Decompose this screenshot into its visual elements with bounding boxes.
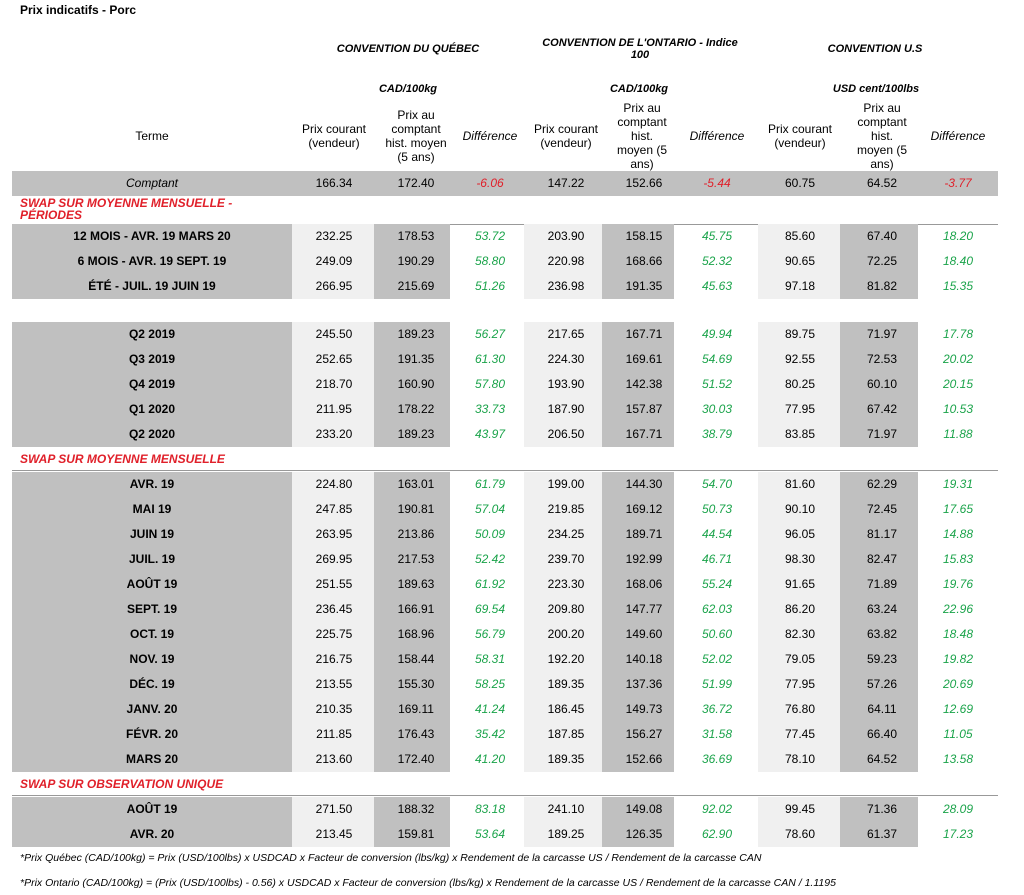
value-cell: 189.71 — [625, 527, 663, 541]
value-cell: 156.27 — [625, 727, 663, 741]
row-label: 12 MOIS - AVR. 19 MARS 20 — [73, 229, 231, 243]
diff-cell: 17.23 — [942, 827, 974, 841]
diff-cell: 31.58 — [701, 727, 733, 741]
diff-cell: 56.79 — [474, 627, 506, 641]
diff-cell: 11.05 — [943, 727, 973, 741]
table-row — [12, 347, 998, 372]
value-cell: 77.45 — [784, 727, 816, 741]
value-cell: 71.89 — [866, 577, 898, 591]
value-cell: 59.23 — [866, 652, 898, 666]
value-cell: 252.65 — [315, 352, 353, 366]
divider — [12, 470, 998, 471]
table-row — [12, 522, 998, 547]
value-cell: 172.40 — [397, 176, 435, 190]
value-cell: 176.43 — [397, 727, 435, 741]
value-cell: 71.36 — [866, 802, 898, 816]
value-cell: 213.86 — [397, 527, 435, 541]
diff-cell: 62.03 — [701, 602, 733, 616]
value-cell: 140.18 — [625, 652, 663, 666]
row-label: AOÛT 19 — [126, 802, 178, 816]
table-row — [12, 572, 998, 597]
diff-cell: 17.65 — [942, 502, 974, 516]
value-cell: 80.25 — [784, 377, 816, 391]
diff-cell: 61.79 — [474, 477, 506, 491]
group-ontario-title: CONVENTION DE L'ONTARIO - Indice 100 — [542, 37, 738, 61]
value-cell: 203.90 — [547, 229, 585, 243]
diff-cell: 20.15 — [942, 377, 974, 391]
value-cell: 213.45 — [315, 827, 353, 841]
table-row — [12, 322, 998, 347]
row-label: JANV. 20 — [126, 702, 178, 716]
diff-cell: 33.73 — [474, 402, 506, 416]
row-label: JUIL. 19 — [128, 552, 176, 566]
value-cell: 189.23 — [397, 327, 435, 341]
table-row — [12, 722, 998, 747]
diff-cell: 55.24 — [701, 577, 733, 591]
row-label: MARS 20 — [125, 752, 178, 766]
value-cell: 63.82 — [866, 627, 898, 641]
value-cell: 152.66 — [625, 176, 663, 190]
unit-quebec: CAD/100kg — [378, 83, 438, 95]
diff-cell: 49.94 — [701, 327, 733, 341]
value-cell: 187.90 — [547, 402, 585, 416]
page-title: Prix indicatifs - Porc — [20, 3, 137, 17]
value-cell: 249.09 — [315, 254, 353, 268]
row-label: SEPT. 19 — [126, 602, 178, 616]
diff-cell: 20.69 — [942, 677, 974, 691]
unit-ontario: CAD/100kg — [609, 83, 669, 95]
diff-cell: 56.27 — [474, 327, 506, 341]
col-hist-us: Prix au comptant hist. moyen (5 ans) — [856, 101, 908, 171]
value-cell: 211.95 — [316, 402, 352, 416]
value-cell: 99.45 — [784, 802, 816, 816]
table-row — [12, 822, 998, 847]
row-label: AVR. 20 — [129, 827, 175, 841]
value-cell: 90.10 — [784, 502, 816, 516]
diff-cell: 50.60 — [701, 627, 733, 641]
value-cell: 91.65 — [784, 577, 816, 591]
diff-cell: 44.54 — [701, 527, 733, 541]
table-row — [12, 622, 998, 647]
value-cell: 236.98 — [547, 279, 585, 293]
diff-cell: 46.71 — [701, 552, 733, 566]
value-cell: 169.61 — [625, 352, 663, 366]
unit-us: USD cent/100lbs — [832, 83, 920, 95]
value-cell: 159.81 — [397, 827, 435, 841]
diff-cell: 13.58 — [942, 752, 974, 766]
table-row — [12, 697, 998, 722]
value-cell: 97.18 — [784, 279, 816, 293]
value-cell: 67.42 — [866, 402, 898, 416]
value-cell: 225.75 — [315, 627, 353, 641]
value-cell: 220.98 — [547, 254, 585, 268]
diff-cell: -3.77 — [944, 176, 972, 190]
table-row — [12, 747, 998, 772]
value-cell: 89.75 — [784, 327, 816, 341]
diff-cell: 54.69 — [701, 352, 733, 366]
col-diff-us: Différence — [930, 129, 986, 143]
diff-cell: 18.20 — [942, 229, 974, 243]
value-cell: 72.53 — [866, 352, 898, 366]
value-cell: 239.70 — [547, 552, 585, 566]
diff-cell: 36.69 — [701, 752, 733, 766]
table-row — [12, 397, 998, 422]
value-cell: 211.85 — [316, 727, 352, 741]
value-cell: 213.60 — [315, 752, 353, 766]
table-row — [12, 372, 998, 397]
value-cell: 168.66 — [625, 254, 663, 268]
value-cell: 83.85 — [784, 427, 816, 441]
diff-cell: 19.82 — [942, 652, 974, 666]
value-cell: 155.30 — [397, 677, 435, 691]
value-cell: 247.85 — [315, 502, 353, 516]
value-cell: 126.35 — [625, 827, 663, 841]
value-cell: 82.47 — [866, 552, 898, 566]
value-cell: 266.95 — [315, 279, 353, 293]
value-cell: 163.01 — [397, 477, 435, 491]
diff-cell: 61.30 — [474, 352, 506, 366]
value-cell: 137.36 — [625, 677, 663, 691]
row-label: JUIN 19 — [129, 527, 175, 541]
value-cell: 64.52 — [866, 176, 898, 190]
diff-cell: 53.64 — [474, 827, 506, 841]
value-cell: 142.38 — [625, 377, 663, 391]
table-row — [12, 422, 998, 447]
row-label: Comptant — [125, 176, 179, 190]
table-row — [12, 497, 998, 522]
diff-cell: 10.53 — [942, 402, 974, 416]
value-cell: 192.99 — [625, 552, 663, 566]
value-cell: 149.08 — [625, 802, 663, 816]
diff-cell: 58.80 — [474, 254, 506, 268]
value-cell: 71.97 — [866, 327, 898, 341]
value-cell: 200.20 — [547, 627, 585, 641]
group-quebec-title: CONVENTION DU QUÉBEC — [336, 43, 480, 55]
value-cell: 186.45 — [547, 702, 585, 716]
value-cell: 263.95 — [315, 527, 353, 541]
diff-cell: 50.09 — [474, 527, 506, 541]
value-cell: 216.75 — [315, 652, 353, 666]
diff-cell: 58.31 — [474, 652, 506, 666]
value-cell: 223.30 — [547, 577, 585, 591]
value-cell: 271.50 — [315, 802, 353, 816]
value-cell: 72.45 — [866, 502, 898, 516]
diff-cell: 41.20 — [474, 752, 506, 766]
footnote-quebec: *Prix Québec (CAD/100kg) = Prix (USD/100lbs) x USDCAD x Facteur de conversion (lbs/kg) x Rendement de la carcasse US / Rendement de la carcasse CAN — [20, 852, 762, 864]
value-cell: 210.35 — [315, 702, 353, 716]
row-label: Q4 2019 — [128, 377, 176, 391]
value-cell: 167.71 — [625, 427, 663, 441]
diff-cell: 52.32 — [701, 254, 733, 268]
value-cell: 85.60 — [784, 229, 816, 243]
value-cell: 232.25 — [315, 229, 353, 243]
value-cell: 147.77 — [625, 602, 663, 616]
diff-cell: 52.42 — [474, 552, 506, 566]
diff-cell: 15.83 — [942, 552, 974, 566]
group-us-title: CONVENTION U.S — [827, 43, 923, 55]
value-cell: 71.97 — [866, 427, 898, 441]
table-row — [12, 797, 998, 822]
value-cell: 149.73 — [625, 702, 663, 716]
table-row — [12, 647, 998, 672]
value-cell: 269.95 — [315, 552, 353, 566]
value-cell: 79.05 — [784, 652, 816, 666]
value-cell: 144.30 — [625, 477, 663, 491]
value-cell: 62.29 — [866, 477, 898, 491]
row-label: Q2 2019 — [128, 327, 176, 341]
table-row — [12, 672, 998, 697]
diff-cell: 30.03 — [701, 402, 733, 416]
value-cell: 76.80 — [784, 702, 816, 716]
diff-cell: 51.26 — [474, 279, 506, 293]
value-cell: 234.25 — [547, 527, 585, 541]
value-cell: 218.70 — [315, 377, 353, 391]
value-cell: 64.11 — [867, 702, 897, 716]
table-row — [12, 249, 998, 274]
value-cell: 206.50 — [547, 427, 585, 441]
table-row — [12, 274, 998, 299]
diff-cell: 53.72 — [474, 229, 506, 243]
diff-cell: 58.25 — [474, 677, 506, 691]
value-cell: 78.10 — [784, 752, 816, 766]
value-cell: 96.05 — [784, 527, 816, 541]
diff-cell: 57.80 — [474, 377, 506, 391]
value-cell: 190.81 — [397, 502, 435, 516]
diff-cell: 14.88 — [942, 527, 974, 541]
diff-cell: 11.88 — [943, 427, 973, 441]
value-cell: 188.32 — [397, 802, 435, 816]
col-diff-on: Différence — [689, 129, 745, 143]
value-cell: 191.35 — [397, 352, 435, 366]
value-cell: 82.30 — [784, 627, 816, 641]
value-cell: 189.35 — [547, 752, 585, 766]
value-cell: 215.69 — [397, 279, 435, 293]
row-label: ÉTÉ - JUIL. 19 JUIN 19 — [88, 279, 216, 293]
value-cell: 168.06 — [625, 577, 663, 591]
value-cell: 166.91 — [397, 602, 435, 616]
diff-cell: 51.52 — [701, 377, 733, 391]
value-cell: 169.12 — [625, 502, 663, 516]
col-terme: Terme — [135, 129, 169, 143]
value-cell: 167.71 — [625, 327, 663, 341]
value-cell: 81.17 — [866, 527, 898, 541]
diff-cell: 45.75 — [701, 229, 733, 243]
diff-cell: 45.63 — [701, 279, 733, 293]
value-cell: 166.34 — [315, 176, 353, 190]
value-cell: 191.35 — [625, 279, 663, 293]
diff-cell: 38.79 — [701, 427, 733, 441]
value-cell: 199.00 — [547, 477, 585, 491]
value-cell: 251.55 — [315, 577, 353, 591]
value-cell: 168.96 — [397, 627, 435, 641]
value-cell: 209.80 — [547, 602, 585, 616]
divider — [12, 795, 998, 796]
row-label: DÉC. 19 — [129, 677, 175, 691]
diff-cell: 54.70 — [701, 477, 733, 491]
diff-cell: 28.09 — [942, 802, 974, 816]
value-cell: 64.52 — [866, 752, 898, 766]
row-label: NOV. 19 — [129, 652, 175, 666]
value-cell: 152.66 — [625, 752, 663, 766]
value-cell: 98.30 — [784, 552, 816, 566]
diff-cell: 19.76 — [942, 577, 974, 591]
table-row — [12, 224, 998, 249]
value-cell: 60.75 — [784, 176, 816, 190]
diff-cell: 17.78 — [942, 327, 974, 341]
value-cell: 189.23 — [397, 427, 435, 441]
value-cell: 193.90 — [547, 377, 585, 391]
value-cell: 190.29 — [397, 254, 435, 268]
diff-cell: 57.04 — [474, 502, 506, 516]
col-hist-on: Prix au comptant hist. moyen (5 ans) — [616, 101, 668, 171]
value-cell: 157.87 — [625, 402, 663, 416]
value-cell: 189.63 — [397, 577, 435, 591]
diff-cell: 35.42 — [474, 727, 506, 741]
value-cell: 224.80 — [315, 477, 353, 491]
diff-cell: 18.48 — [942, 627, 974, 641]
value-cell: 241.10 — [547, 802, 585, 816]
row-label: 6 MOIS - AVR. 19 SEPT. 19 — [77, 254, 227, 268]
value-cell: 160.90 — [397, 377, 435, 391]
value-cell: 90.65 — [784, 254, 816, 268]
value-cell: 172.40 — [397, 752, 435, 766]
value-cell: 178.53 — [397, 229, 435, 243]
value-cell: 67.40 — [866, 229, 898, 243]
value-cell: 233.20 — [315, 427, 353, 441]
diff-cell: 69.54 — [474, 602, 506, 616]
diff-cell: -6.06 — [476, 176, 504, 190]
value-cell: 77.95 — [784, 402, 816, 416]
table-row — [12, 472, 998, 497]
row-label: Q3 2019 — [128, 352, 176, 366]
col-hist-qc: Prix au comptant hist. moyen (5 ans) — [385, 108, 447, 164]
value-cell: 81.82 — [866, 279, 898, 293]
value-cell: 189.25 — [547, 827, 585, 841]
value-cell: 60.10 — [866, 377, 898, 391]
value-cell: 147.22 — [547, 176, 585, 190]
row-label: Q2 2020 — [128, 427, 176, 441]
row-label: OCT. 19 — [129, 627, 174, 641]
row-label: FÉVR. 20 — [125, 727, 179, 741]
diff-cell: 50.73 — [701, 502, 733, 516]
table-row — [12, 547, 998, 572]
diff-cell: 22.96 — [942, 602, 974, 616]
col-courant-on: Prix courant (vendeur) — [533, 122, 599, 150]
value-cell: 66.40 — [866, 727, 898, 741]
value-cell: 217.65 — [547, 327, 585, 341]
value-cell: 189.35 — [547, 677, 585, 691]
col-courant-us: Prix courant (vendeur) — [767, 122, 833, 150]
diff-cell: -5.44 — [703, 176, 731, 190]
value-cell: 236.45 — [315, 602, 353, 616]
section-unique-title: SWAP SUR OBSERVATION UNIQUE — [20, 777, 224, 791]
diff-cell: 83.18 — [474, 802, 506, 816]
value-cell: 217.53 — [397, 552, 435, 566]
value-cell: 219.85 — [547, 502, 585, 516]
diff-cell: 15.35 — [942, 279, 974, 293]
value-cell: 178.22 — [397, 402, 435, 416]
diff-cell: 51.99 — [701, 677, 733, 691]
diff-cell: 52.02 — [701, 652, 733, 666]
value-cell: 77.95 — [784, 677, 816, 691]
table-row — [12, 597, 998, 622]
value-cell: 61.37 — [866, 827, 898, 841]
diff-cell: 61.92 — [474, 577, 506, 591]
row-label: AOÛT 19 — [126, 577, 178, 591]
diff-cell: 19.31 — [942, 477, 974, 491]
row-label: Q1 2020 — [128, 402, 176, 416]
value-cell: 72.25 — [866, 254, 898, 268]
diff-cell: 12.69 — [942, 702, 974, 716]
value-cell: 213.55 — [315, 677, 353, 691]
diff-cell: 18.40 — [942, 254, 974, 268]
value-cell: 224.30 — [547, 352, 585, 366]
diff-cell: 92.02 — [701, 802, 733, 816]
comptant-row — [12, 171, 998, 196]
value-cell: 187.85 — [547, 727, 585, 741]
footnote-ontario: *Prix Ontario (CAD/100kg) = (Prix (USD/100lbs) - 0.56) x USDCAD x Facteur de conversion (lbs/kg) x Rendement de la carcasse US / Rendement de la carcasse CAN / 1.1195 — [20, 877, 836, 889]
value-cell: 92.55 — [784, 352, 816, 366]
diff-cell: 62.90 — [701, 827, 733, 841]
col-diff-qc: Différence — [462, 129, 518, 143]
diff-cell: 36.72 — [701, 702, 733, 716]
value-cell: 245.50 — [315, 327, 353, 341]
value-cell: 57.26 — [866, 677, 898, 691]
diff-cell: 43.97 — [474, 427, 506, 441]
row-label: AVR. 19 — [129, 477, 175, 491]
value-cell: 192.20 — [547, 652, 585, 666]
col-courant-qc: Prix courant (vendeur) — [301, 122, 367, 150]
value-cell: 149.60 — [625, 627, 663, 641]
value-cell: 158.44 — [397, 652, 435, 666]
value-cell: 81.60 — [784, 477, 816, 491]
diff-cell: 41.24 — [474, 702, 506, 716]
value-cell: 78.60 — [784, 827, 816, 841]
section-periodes-title: SWAP SUR MOYENNE MENSUELLE - PÉRIODES — [20, 196, 233, 222]
value-cell: 86.20 — [784, 602, 816, 616]
value-cell: 63.24 — [866, 602, 898, 616]
diff-cell: 20.02 — [942, 352, 974, 366]
row-label: MAI 19 — [132, 502, 172, 516]
value-cell: 158.15 — [625, 229, 663, 243]
section-mensuelle-title: SWAP SUR MOYENNE MENSUELLE — [20, 452, 225, 466]
value-cell: 169.11 — [398, 702, 434, 716]
